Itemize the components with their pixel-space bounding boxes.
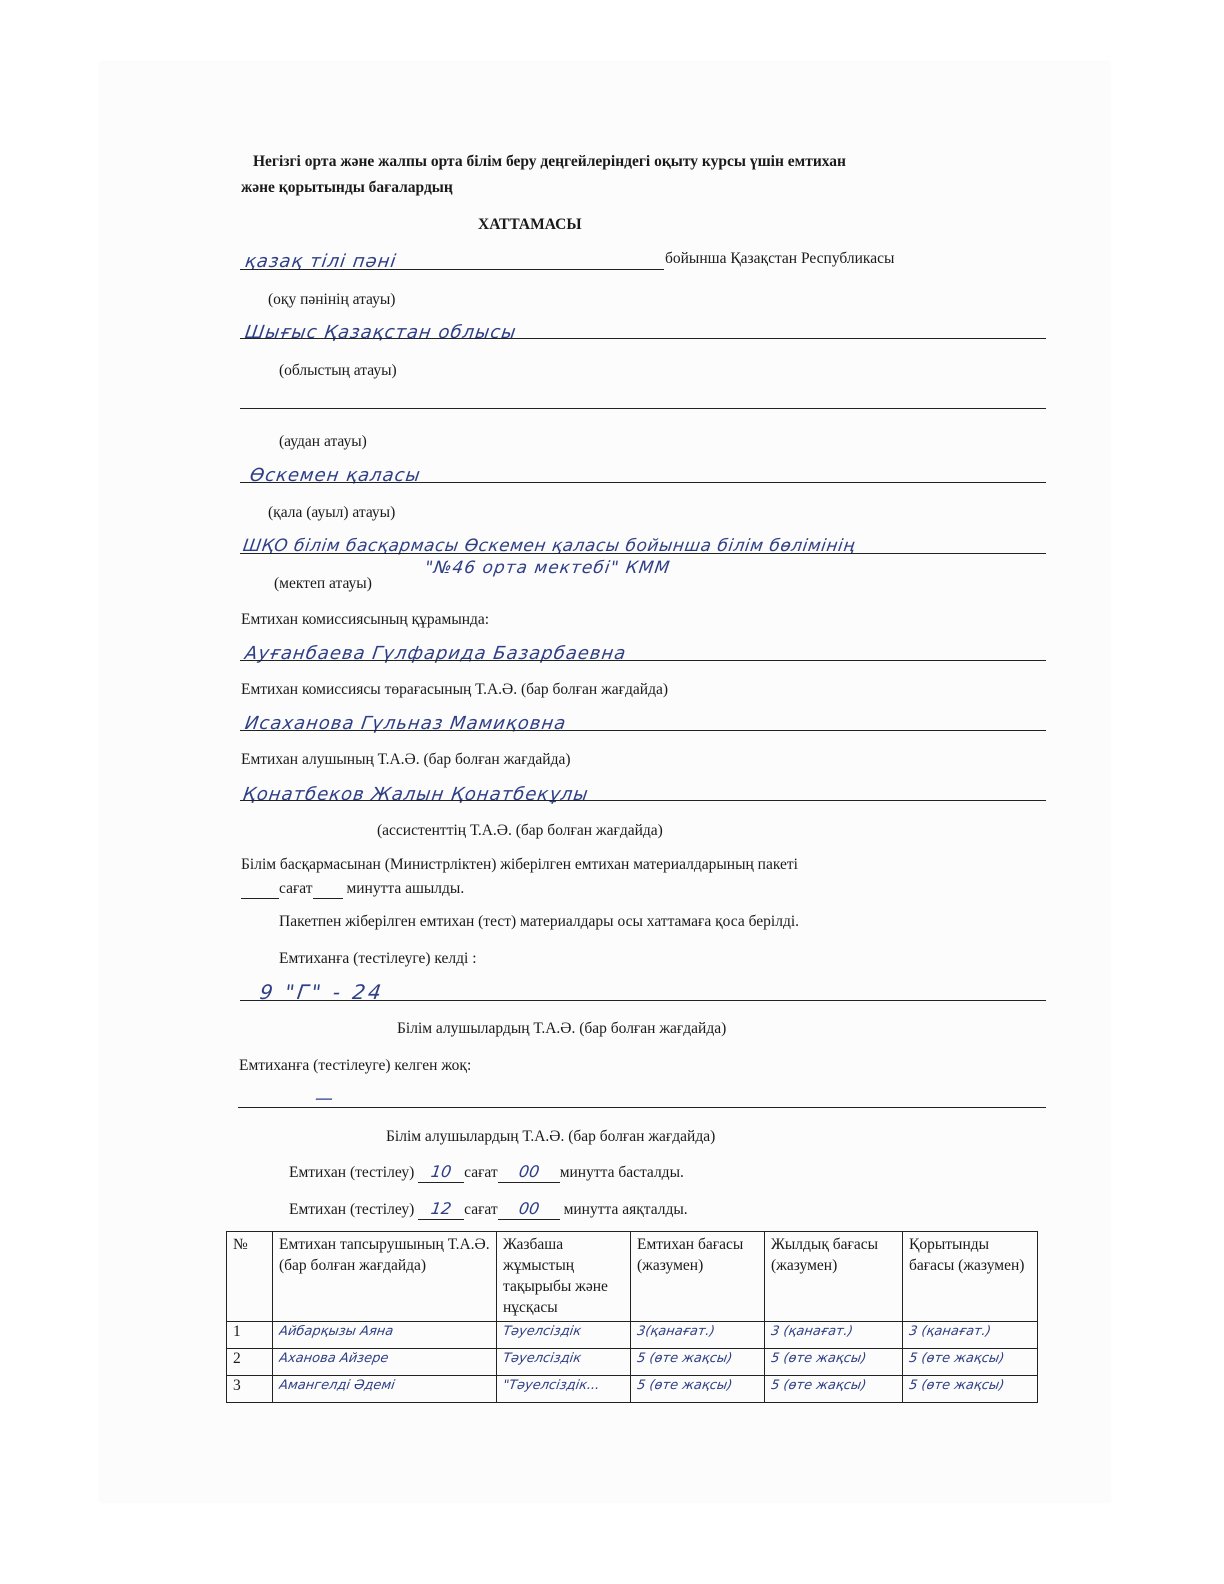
header-number: № — [227, 1232, 273, 1322]
subject-underline — [240, 269, 664, 270]
start-suffix: минутта басталды. — [559, 1164, 684, 1181]
absent-value: — — [313, 1088, 336, 1109]
annual-grade: 5 (өте жақсы) — [765, 1349, 903, 1376]
school-value-line-1: ШҚО білім басқармасы Өскемен қаласы бойынша білім бөлімінің — [241, 536, 857, 556]
chair-label: Емтихан комиссиясы төрағасының Т.А.Ә. (бар болған жағдайда) — [241, 681, 669, 698]
annual-grade: 3 (қанағат.) — [765, 1322, 903, 1349]
end-suffix: минутта аяқталды. — [559, 1201, 688, 1218]
exam-grade: 5 (өте жақсы) — [631, 1349, 765, 1376]
end-hour-word: сағат — [464, 1201, 498, 1218]
annual-grade: 5 (өте жақсы) — [765, 1376, 903, 1403]
assistant-value: Қонатбеков Жалын Қонатбекұлы — [241, 784, 591, 805]
table-header-row — [227, 1232, 1038, 1322]
start-prefix: Емтихан (тестілеу) — [289, 1164, 415, 1181]
absent-label: Емтиханға (тестілеуге) келген жоқ: — [239, 1057, 472, 1074]
district-underline — [240, 408, 1046, 409]
package-attached: Пакетпен жіберілген емтихан (тест) материалдары осы хаттамаға қоса берілді. — [279, 913, 800, 930]
header-essay-topic: Жазбаша жұмыстың тақырыбы және нұсқасы — [497, 1232, 631, 1322]
school-caption: (мектеп атауы) — [274, 575, 372, 592]
essay-topic: "Тәуелсіздік... — [497, 1376, 631, 1403]
start-minute-field: 00 — [498, 1162, 560, 1183]
came-value: 9 "Г" - 24 — [258, 980, 386, 1004]
commission-label: Емтихан комиссиясының құрамында: — [241, 611, 490, 628]
start-hour-field: 10 — [418, 1162, 464, 1183]
chair-value: Исаханова Гүльназ Мамиқовна — [243, 713, 568, 734]
header-final-grade: Қорытынды бағасы (жазумен) — [903, 1232, 1038, 1322]
final-grade: 5 (өте жақсы) — [903, 1376, 1038, 1403]
row-number: 2 — [227, 1349, 273, 1376]
header-exam-grade: Емтихан бағасы (жазумен) — [631, 1232, 765, 1322]
student-name: Айбарқызы Аяна — [273, 1322, 497, 1349]
chair-underline — [240, 730, 1046, 731]
table-row — [227, 1349, 1038, 1376]
start-line — [289, 1162, 684, 1183]
came-underline — [240, 1000, 1046, 1001]
header-student-name: Емтихан тапсырушының Т.А.Ә. (бар болған жағдайда) — [273, 1232, 497, 1322]
examiner-label: Емтихан алушының Т.А.Ә. (бар болған жағдайда) — [241, 751, 571, 768]
package-hour-word: сағат — [279, 880, 313, 897]
assistant-underline — [240, 800, 1046, 801]
header-line-2: және қорытынды бағалардың — [241, 179, 453, 196]
student-name: Амангелді Әдемі — [273, 1376, 497, 1403]
package-line-1: Білім басқармасынан (Министрліктен) жіберілген емтихан материалдарының пакеті — [241, 856, 798, 873]
header-annual-grade: Жылдық бағасы (жазумен) — [765, 1232, 903, 1322]
city-value: Өскемен қаласы — [248, 465, 423, 486]
commission-member: Ауғанбаева Гүлфарида Базарбаевна — [243, 643, 628, 664]
subject-caption: (оқу пәнінің атауы) — [268, 291, 396, 308]
final-grade: 3 (қанағат.) — [903, 1322, 1038, 1349]
district-caption: (аудан атауы) — [279, 433, 367, 450]
came-caption: Білім алушылардың Т.А.Ә. (бар болған жағдайда) — [397, 1020, 727, 1037]
region-caption: (облыстың атауы) — [279, 362, 397, 379]
package-minute-phrase: минутта ашылды. — [342, 880, 465, 897]
essay-topic: Тәуелсіздік — [497, 1322, 631, 1349]
document-title: ХАТТАМАСЫ — [478, 216, 582, 233]
absent-underline — [238, 1107, 1046, 1108]
package-minute-blank — [313, 879, 343, 899]
results-table — [226, 1231, 1038, 1403]
student-name: Аханова Айзере — [273, 1349, 497, 1376]
city-caption: (қала (ауыл) атауы) — [268, 504, 396, 521]
table-row — [227, 1376, 1038, 1403]
subject-suffix: бойынша Қазақстан Республикасы — [665, 250, 895, 267]
subject-value: қазақ тілі пәні — [243, 251, 398, 272]
city-underline — [240, 482, 1046, 483]
region-underline — [240, 338, 1046, 339]
end-minute-field: 00 — [498, 1199, 560, 1220]
assistant-caption: (ассистенттің Т.А.Ә. (бар болған жағдайда) — [377, 822, 663, 839]
end-prefix: Емтихан (тестілеу) — [289, 1201, 415, 1218]
commission-member-underline — [240, 660, 1046, 661]
row-number: 1 — [227, 1322, 273, 1349]
exam-grade: 5 (өте жақсы) — [631, 1376, 765, 1403]
table-row — [227, 1322, 1038, 1349]
school-value-line-2: "№46 орта мектебі" КММ — [423, 558, 672, 578]
package-hour-blank — [241, 879, 279, 899]
start-hour-word: сағат — [464, 1164, 498, 1181]
school-underline — [240, 553, 1046, 554]
came-label: Емтиханға (тестілеуге) келді : — [279, 950, 477, 967]
absent-caption: Білім алушылардың Т.А.Ә. (бар болған жағдайда) — [386, 1128, 716, 1145]
row-number: 3 — [227, 1376, 273, 1403]
end-line — [289, 1199, 688, 1220]
final-grade: 5 (өте жақсы) — [903, 1349, 1038, 1376]
header-line-1: Негізгі орта және жалпы орта білім беру деңгейлеріндегі оқыту курсы үшін емтихан — [253, 153, 846, 170]
exam-grade: 3(қанағат.) — [631, 1322, 765, 1349]
essay-topic: Тәуелсіздік — [497, 1349, 631, 1376]
end-hour-field: 12 — [418, 1199, 464, 1220]
package-line-2 — [241, 879, 464, 899]
region-value: Шығыс Қазақстан облысы — [243, 322, 518, 343]
